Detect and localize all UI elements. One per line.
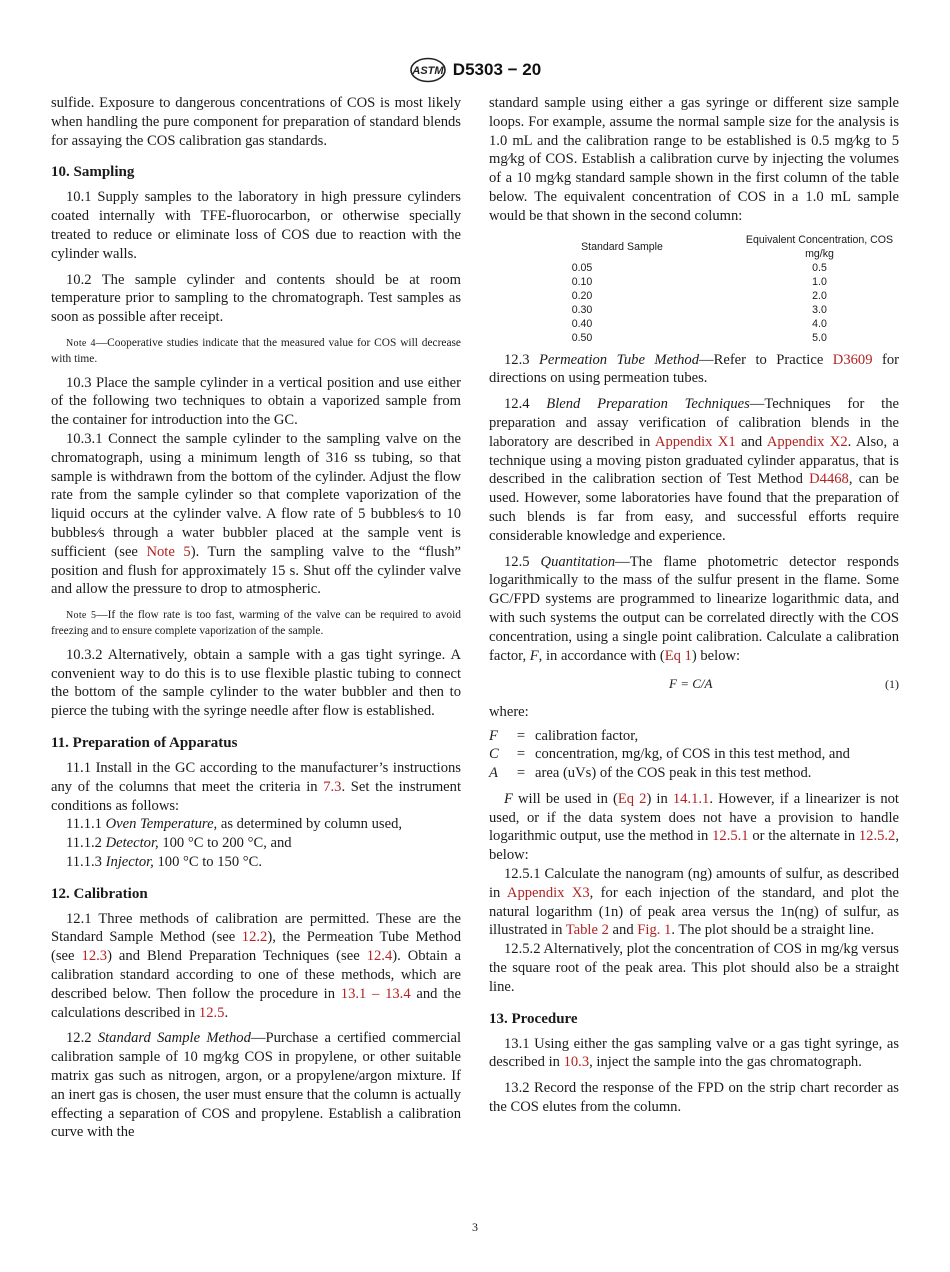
table-cell: 1.0 [812,275,827,288]
text-run: . However, if a linearizer is not used, or if the data system does not have a provision to handle logarithmic output, use the method in [489,790,899,845]
cross-ref-link[interactable]: 12.5 [198,1004,225,1021]
where-label: where: [489,704,529,721]
cross-ref-link[interactable]: 12.5.2 [858,828,896,845]
definition-text: concentration, mg/kg, of COS in this test method, and [535,746,850,763]
cross-ref-link[interactable]: 14.1.1 [672,790,710,807]
paragraph [51,834,461,853]
page-number: 3 [472,1220,478,1234]
paragraph [51,759,461,815]
text-run: . Set the instrument conditions as follows: [51,778,462,814]
text-run: for directions on using permeation tubes. [489,351,900,387]
term: Permeation Tube Method [539,351,700,368]
paragraph: 10.2 The sample cylinder and contents should be at room temperature prior to sampling to the chromatograph. Test samples as soon as possible after receipt. [51,271,461,326]
text-run: ) in [646,790,673,807]
paragraph: 10.3 Place the sample cylinder in a vertical position and use either of the following two techniques to obtain a vaporized sample from the container for introduction into the GC. [51,374,461,429]
text-run: 12.3 [504,351,540,368]
text-run: ). Turn the sampling valve to the “flush” position and flush for approximately 15 s. Shut off the cylinder valve and allow the pressure to drop to atmospheric. [51,543,461,598]
table-cell: 0.5 [812,261,827,274]
text-run: —Refer to Practice [699,351,833,368]
text-run: ), the Permeation Tube Method (see [51,929,461,965]
cross-ref-link[interactable]: 12.2 [241,929,268,946]
table-cell: 4.0 [812,317,827,330]
term: Oven Temperature, [105,816,218,833]
table-cell: 0.50 [571,331,593,344]
table-row [507,317,902,331]
equation-1 [489,671,899,695]
section-heading: 10. Sampling [51,164,135,181]
cross-ref-link[interactable]: 12.3 [81,948,108,965]
paragraph [489,553,899,666]
text-run: , in accordance with ( [538,647,665,664]
text-run: 100 °C to 150 °C. [153,853,262,870]
symbol: A [489,764,498,781]
symbol: F [529,647,539,664]
text-run: , inject the sample into the gas chromatograph. [589,1054,862,1071]
table-cell: 0.20 [571,289,593,302]
standard-sample-table [507,233,902,345]
equation-link[interactable]: Eq 1 [664,647,692,664]
cross-ref-link[interactable]: Fig. 1 [637,922,672,939]
text-run: 12.4 [504,396,547,413]
cross-ref-link[interactable]: 12.4 [366,948,393,965]
text-run: 11.1.2 [66,835,106,852]
equals: = [516,728,526,745]
table-cell: 2.0 [812,289,827,302]
note-label: Note 4 [66,337,96,349]
table-row [507,303,902,317]
left-column [51,94,461,1149]
text-run: or the alternate in [748,828,859,845]
note [51,608,461,639]
page-header [0,55,950,85]
text-run: ). Obtain a calibration standard according to one of these methods, which are described below. Then follow the procedure in [51,948,461,1002]
text-run: 11.1.3 [66,853,106,870]
note [51,336,461,367]
definition-text: calibration factor, [535,728,639,745]
definition-text: area (uVs) of the COS peak in this test method. [535,764,812,781]
paragraph: sulfide. Exposure to dangerous concentrations of COS is most likely when handling the pure component for preparation of standard blends for assaying the COS calibration gas standards. [51,95,461,149]
text-run: . Also, a technique using a moving piston graduated cylinder apparatus, that is described in the calibration section of Test Method [489,433,899,488]
text-run: 12.5 [504,553,541,570]
table-row [507,289,902,303]
cross-ref-link[interactable]: 10.3 [563,1054,590,1071]
svg-text:ASTM: ASTM [412,65,444,77]
cross-ref-link[interactable]: Table 2 [565,922,609,939]
table-cell: 0.05 [571,261,593,274]
text-run: 13.1 Using either the gas sampling valve or a gas tight syringe, as described in [489,1035,899,1071]
text-run: . [224,1004,229,1021]
cross-ref-link[interactable]: 12.5.1 [712,828,749,845]
text-run: 12.5.1 Calculate the nanogram (ng) amounts of sulfur, as described in [489,865,899,901]
cross-ref-link[interactable]: D4468 [809,471,849,488]
text-run: will be used in ( [512,790,618,807]
cross-ref-link[interactable]: Appendix X3 [506,884,590,901]
table-header-row [507,233,902,261]
text-run: —The flame photometric detector responds logarithmically to the mass of the sulfur present in the flame. Some GC/FPD systems are programmed to linearize logarithmic data, and with such systems the output can be correlated directly with the COS concentration, using a single point calibration. Calculate a calibration factor, [489,553,899,664]
table-cell: 0.30 [571,303,593,316]
astm-logo-icon [409,57,447,83]
variable-definitions [489,727,899,782]
text-run: and [735,433,767,450]
definition-row [489,764,899,782]
cross-ref-link[interactable]: Appendix X2 [766,433,848,450]
definition-row [489,727,899,745]
column-header: Standard Sample [581,240,663,253]
equation-text: F = C/A [669,676,713,692]
paragraph [489,790,899,865]
term: Injector, [105,853,154,870]
text-run: , for each injection of the standard, and plot the natural logarithm (1n) of peak area versus the 1n(ng) of sulfur, as illustrated in [489,884,899,939]
paragraph: 12.5.2 Alternatively, plot the concentration of COS in mg/kg versus the square root of the peak area. This plot should also be a straight line. [489,941,899,995]
paragraph [489,1035,899,1073]
paragraph: 10.3.2 Alternatively, obtain a sample with a gas tight syringe. A convenient way to do this is to use flexible plastic tubing to connect the bottom of the sample cylinder to the water bubbler and then to pierce the tubing with the syringe needle after flow is established. [51,646,461,720]
text-run: , below: [489,828,899,864]
paragraph [51,910,461,1023]
note-text: —Cooperative studies indicate that the measured value for COS will decrease with time. [51,336,461,365]
right-column [489,94,899,1124]
symbol: F [489,728,498,745]
document-id: D5303 − 20 [452,60,542,79]
text-run: and the calculations described in [51,985,462,1021]
text-run: , can be used. However, some laboratories have found that the preparation of such blends is far from easy, and successful efforts require considerable knowledge and experience. [489,471,899,544]
text-run: 100 °C to 200 °C, and [158,835,292,852]
text-run: 10.3.1 Connect the sample cylinder to the sampling valve on the chromatograph, using a minimum length of 316 ss tubing, so that sample is withdrawn from the bottom of the cylinder. Adjust the flow rate from the sample cylinder so that complete vaporization of the liquid occurs at the cylinder valve. A flow rate of 5 bubbles⁄s to 10 bubbles⁄s through a water bubbler placed at the sample vent is sufficient (see [51,430,461,560]
text-run: 11.1.1 [66,816,106,833]
paragraph: standard sample using either a gas syringe or different size sample loops. For example, assume the normal sample size for the analysis is 1.0 mL and the calibration range to be established is 0.5 mg⁄kg to 5 mg⁄kg of COS. Establish a calibration curve by injecting the volumes of a 10 mg⁄kg standard sample shown in the first column of the table below. The equivalent concentration of COS in a 1.0 mL sample would be that shown in the second column: [489,95,899,224]
section-heading: 12. Calibration [51,885,148,902]
text-run: ) and Blend Preparation Techniques (see [107,948,367,965]
paragraph: 10.1 Supply samples to the laboratory in high pressure cylinders coated internally with TFE-fluorocarbon, or otherwise specially treated to reduce or eliminate loss of COS due to reaction with the cylinder walls. [51,189,461,262]
symbol: F [504,790,513,807]
table-row [507,261,902,275]
paragraph [51,430,461,599]
cross-ref-link[interactable]: D3609 [832,351,873,368]
symbol: C [489,746,499,763]
equation-number: (1) [885,677,899,692]
paragraph [51,1029,461,1142]
text-run: 11.1 Install in the GC according to the manufacturer’s instructions any of the columns that meet the criteria in [51,759,461,795]
cross-ref-link[interactable]: Note 5 [146,543,191,560]
note-label: Note 5 [66,610,97,622]
equals: = [516,746,526,763]
term: Blend Preparation Techniques [546,396,750,413]
table-row [507,275,902,289]
text-run: . The plot should be a straight line. [671,922,875,939]
text-run: 12.2 [66,1030,98,1047]
paragraph: 13.2 Record the response of the FPD on the strip chart recorder as the COS elutes from the column. [489,1080,899,1115]
table-cell: 3.0 [812,303,827,316]
paragraph [51,853,461,872]
column-header: Equivalent Concentration, COS mg/kg [745,233,894,260]
table-cell: 0.10 [571,275,593,288]
term: Quantitation [540,553,616,570]
section-heading: 11. Preparation of Apparatus [51,734,238,751]
definition-row [489,745,899,763]
paragraph [51,815,461,834]
equation-link[interactable]: Eq 2 [617,790,647,807]
text-run: —Purchase a certified commercial calibration sample of 10 mg⁄kg COS in propylene, or other suitable matrix gas such as nitrogen, argon, or a propylene/argon mixture. If an inert gas is chosen, the user must ensure that the column is actually effecting a separation of COS and propylene. Establish a calibration curve with the [51,1030,461,1141]
term: Standard Sample Method [97,1030,251,1047]
paragraph [489,395,899,545]
cross-ref-link[interactable]: 7.3 [323,778,342,795]
paragraph [489,351,899,389]
cross-ref-link[interactable]: 13.1 – 13.4 [340,985,411,1002]
table-row [507,331,902,345]
cross-ref-link[interactable]: Appendix X1 [654,433,736,450]
term: Detector, [105,835,159,852]
paragraph [489,865,899,940]
text-run: —Techniques for the preparation and assay verification of calibration blends in the laboratory are described in [489,396,899,450]
text-run: ) below: [691,647,741,664]
note-text: —If the flow rate is too fast, warming of the valve can be required to avoid freezing and to ensure complete vaporization of the sample. [51,609,461,637]
table-cell: 0.40 [571,317,593,330]
section-heading: 13. Procedure [489,1010,578,1027]
text-run: 12.1 Three methods of calibration are permitted. These are the Standard Sample Method (see [51,910,461,946]
table-cell: 5.0 [812,331,827,344]
text-run: as determined by column used, [217,816,403,833]
text-run: and [608,922,638,939]
equals: = [516,764,526,781]
